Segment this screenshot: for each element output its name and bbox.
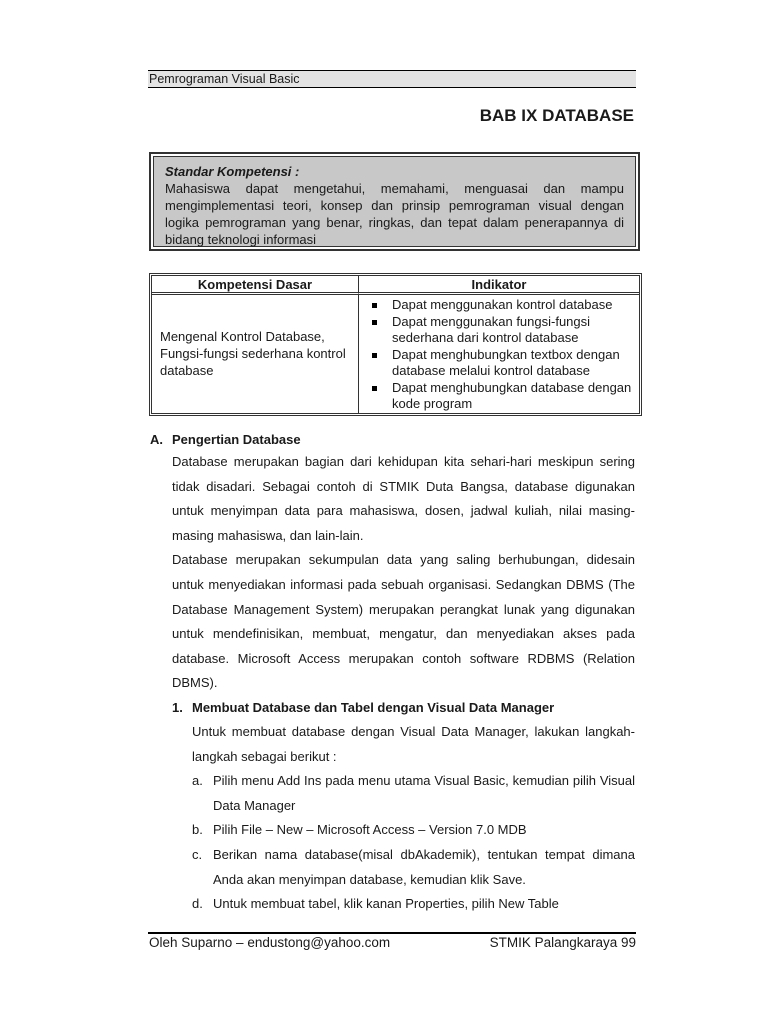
indikator-item xyxy=(369,297,633,314)
indikator-item xyxy=(369,347,633,380)
indikator-cell xyxy=(359,295,639,413)
step-item xyxy=(192,769,635,818)
step-item xyxy=(192,892,635,917)
indikator-item xyxy=(369,314,633,347)
chapter-title: BAB IX DATABASE xyxy=(479,106,634,125)
standar-kompetensi-body: Mahasiswa dapat mengetahui, memahami, menguasai dan mampu mengimplementasi teori, konsep dan prinsip pemrograman visual dengan logika pemrograman yang benar, ringkas, dan tepat dalam penerapannya di bidang teknologi informasi xyxy=(165,181,624,247)
square-bullet-icon xyxy=(372,303,377,308)
section-heading xyxy=(150,430,635,450)
indikator-text: Dapat menggunakan fungsi-fungsi sederhana dari kontrol database xyxy=(392,313,591,345)
step-letter: d. xyxy=(192,896,203,912)
paragraph: Database merupakan bagian dari kehidupan kita sehari-hari meskipun sering tidak disadari. Sebagai contoh di STMIK Duta Bangsa, database digunakan untuk menyimpan data para mahasiswa, dosen, jadwal kuliah, nilai masing-masing mahasiswa, dan lain-lain. xyxy=(172,454,635,543)
subsection-heading xyxy=(172,696,635,720)
table-row xyxy=(152,295,639,413)
step-letter: a. xyxy=(192,773,203,789)
step-letter: c. xyxy=(192,846,203,862)
table-header-indikator: Indikator xyxy=(359,276,639,295)
subsection-title: Membuat Database dan Tabel dengan Visual Data Manager xyxy=(192,699,555,715)
square-bullet-icon xyxy=(372,320,377,325)
table-header-row xyxy=(152,276,639,295)
square-bullet-icon xyxy=(372,386,377,391)
running-header: Pemrograman Visual Basic xyxy=(149,72,300,86)
footer-author: Oleh Suparno – endustong@yahoo.com xyxy=(149,935,391,950)
standar-kompetensi-box xyxy=(149,152,640,251)
section-letter: A. xyxy=(150,432,163,447)
indikator-text: Dapat menggunakan kontrol database xyxy=(392,297,613,312)
footer-page-number: STMIK Palangkaraya 99 xyxy=(489,935,636,950)
step-item xyxy=(192,843,635,892)
step-letter: b. xyxy=(192,822,203,838)
section-title: Pengertian Database xyxy=(172,432,301,447)
kompetensi-cell: Mengenal Kontrol Database, Fungsi-fungsi sederhana kontrol database xyxy=(152,295,359,413)
paragraph: Database merupakan sekumpulan data yang saling berhubungan, didesain untuk menyediakan informasi pada sebuah organisasi. Sedangkan DBMS (The Database Management System) merupakan perangkat lunak yang digunakan untuk mendefinisikan, membuat, mengatur, dan menyediakan akses pada database. Microsoft Access merupakan contoh software RDBMS (Relation DBMS). xyxy=(172,552,635,691)
step-text: Berikan nama database(misal dbAkademik), tentukan tempat dimana Anda akan menyimpan database, kemudian klik Save. xyxy=(213,846,635,887)
indikator-text: Dapat menghubungkan textbox dengan database melalui kontrol database xyxy=(392,346,620,378)
indikator-item xyxy=(369,380,633,413)
footer-divider xyxy=(148,932,636,934)
kompetensi-table xyxy=(149,273,642,416)
standar-kompetensi-inner xyxy=(153,156,636,247)
subsection-intro: Untuk membuat database dengan Visual Data Manager, lakukan langkah-langkah sebagai berikut : xyxy=(192,723,635,764)
step-text: Untuk membuat tabel, klik kanan Properties, pilih New Table xyxy=(213,896,559,912)
square-bullet-icon xyxy=(372,353,377,358)
main-content xyxy=(150,430,635,917)
step-text: Pilih File – New – Microsoft Access – Version 7.0 MDB xyxy=(213,822,527,838)
indikator-text: Dapat menghubungkan database dengan kode program xyxy=(392,379,632,411)
step-item xyxy=(192,818,635,843)
table-header-kompetensi: Kompetensi Dasar xyxy=(152,276,359,295)
standar-kompetensi-title: Standar Kompetensi : xyxy=(165,164,300,179)
subsection-number: 1. xyxy=(172,699,183,715)
step-text: Pilih menu Add Ins pada menu utama Visual Basic, kemudian pilih Visual Data Manager xyxy=(213,773,635,813)
